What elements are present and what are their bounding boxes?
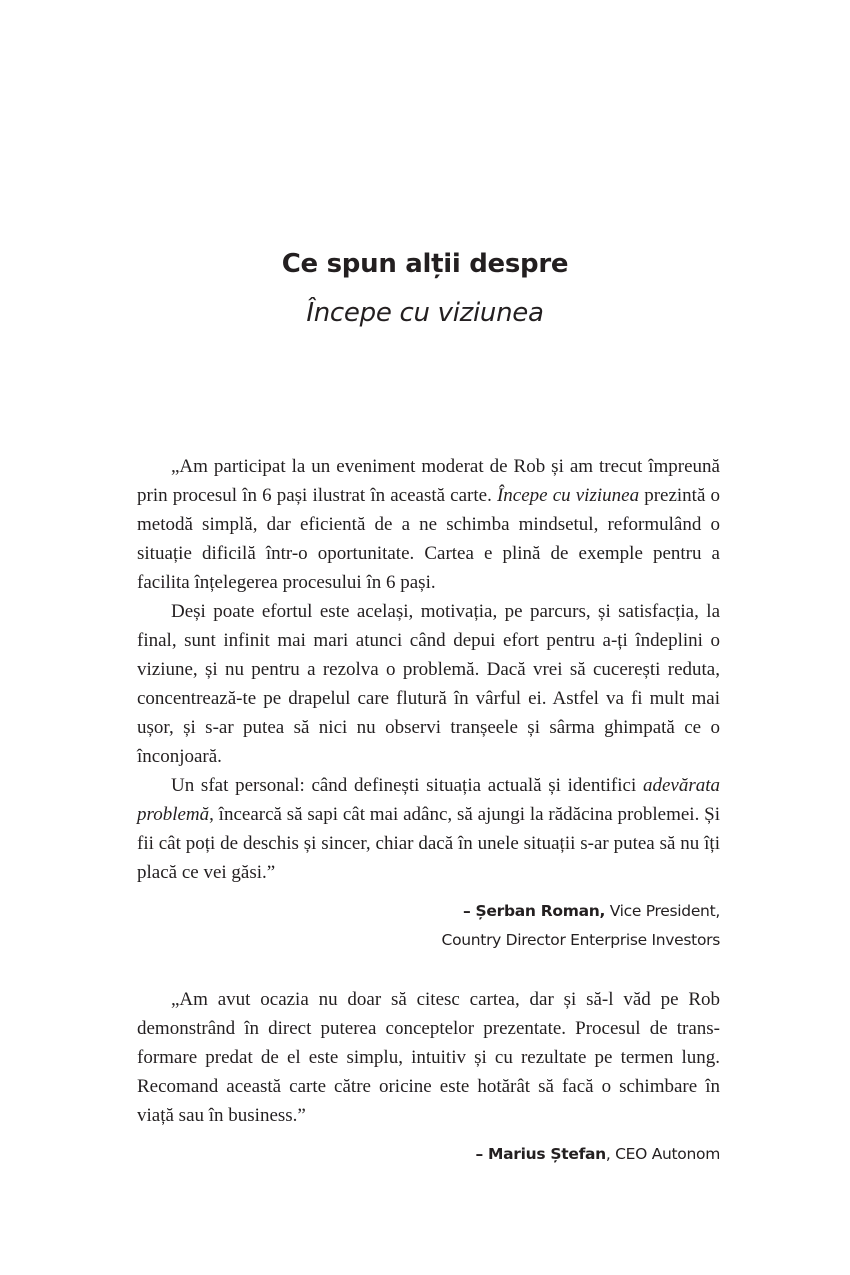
author-name: – Marius Ștefan: [475, 1145, 606, 1163]
testimonial-marius-stefan: [137, 985, 720, 1169]
attribution-line: [137, 1140, 720, 1169]
page-title: Ce spun alții despre: [281, 249, 569, 279]
testimonial-paragraph: [137, 985, 720, 1130]
paragraph-text: , încearcă să sapi cât mai adânc, să ajungi la rădăcina problemei. Și fii cât poți de deschis și sincer, chiar dacă în unele situații s-ar putea să nu îți placă ce vei găsi.”: [137, 804, 720, 883]
author-role: Vice President,: [605, 902, 720, 920]
attribution-line: [137, 897, 720, 926]
testimonial-attribution: [137, 897, 720, 955]
author-role-line: Country Director Enterprise Investors: [441, 931, 720, 949]
book-title-italic: Începe cu viziunea: [496, 485, 640, 506]
paragraph-text: „Am participat la un eveniment moderat de Rob și am trecut împreună prin procesul în 6 pași ilustrat în această carte.: [137, 456, 720, 506]
page-subtitle: Începe cu viziunea: [306, 298, 544, 328]
author-role: , CEO Autonom: [605, 1145, 720, 1163]
paragraph-text: prezintă o metodă simplă, dar eficientă de a ne schimba mindsetul, reformulând o situație dificilă într-o oportunitate. Cartea e plină de exemple pentru a facilita înțelegerea procesului în 6 pași.: [137, 485, 720, 593]
paragraph-text: Deși poate efortul este același, motivația, pe parcurs, și satisfacția, la final, sunt infinit mai mari atunci când depui efort pentru a-ți îndeplini o viziune, și nu pentru a rezolva o problemă. Dacă vrei să cucerești reduta, concentrează-te pe drapelul care flutură în vârful ei. Astfel va fi mult mai ușor, și s-ar putea să nici nu observi tranșeele și sârma ghimpată ce o înconjoară.: [137, 601, 720, 767]
paragraph-text: „Am avut ocazia nu doar să citesc cartea, dar și să-l văd pe Rob demonstrând în direct puterea conceptelor prezentate. Procesul de transformare predat de el este simplu, intuitiv și cu rezultate pe termen lung. Recomand această carte către oricine este hotărât să facă o schimbare în viață sau în business.”: [137, 989, 720, 1126]
testimonial-serban-roman: [137, 452, 720, 955]
testimonial-paragraph: [137, 452, 720, 597]
testimonial-paragraph: [137, 771, 720, 887]
testimonial-paragraph: [137, 597, 720, 771]
paragraph-text: Un sfat personal: când definești situația actuală și identifici: [171, 775, 643, 796]
testimonial-attribution: [137, 1140, 720, 1169]
emphasis-italic: adevărata problemă: [137, 775, 720, 825]
author-name: – Șerban Roman,: [463, 902, 606, 920]
